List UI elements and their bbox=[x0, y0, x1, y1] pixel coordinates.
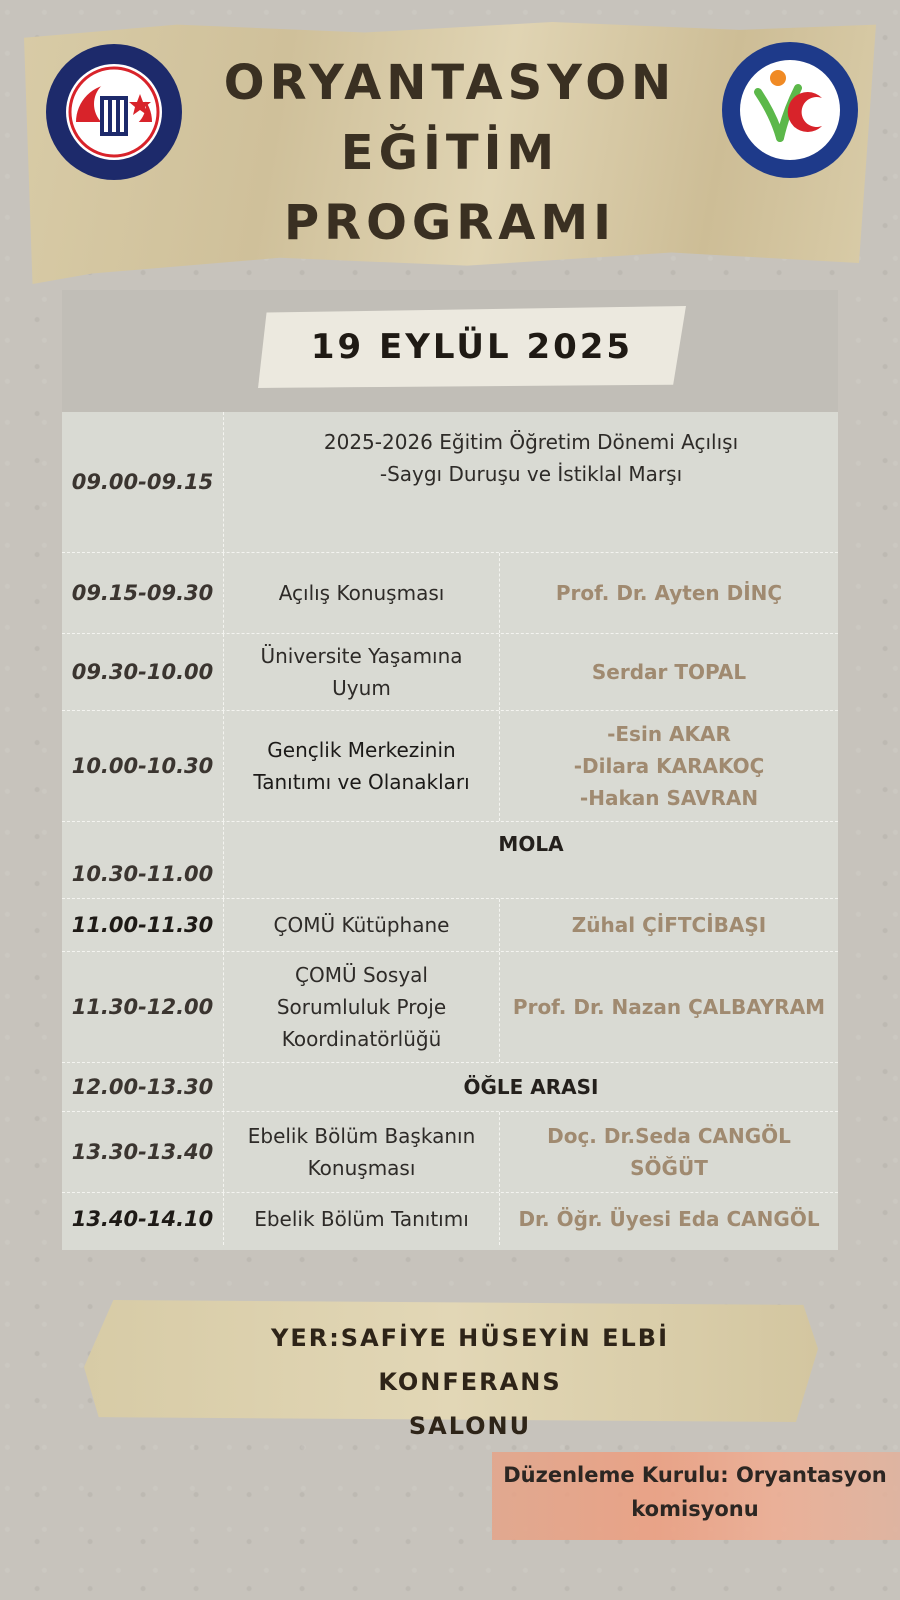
speaker-cell: Doç. Dr.Seda CANGÖL SÖĞÜT bbox=[547, 1124, 791, 1180]
speaker-cell: Prof. Dr. Ayten DİNÇ bbox=[555, 581, 783, 605]
time-cell: 11.00-11.30 bbox=[62, 899, 224, 951]
topic-cell: ÇOMÜ Sosyal Sorumluluk Proje Koordinatörlüğü bbox=[224, 952, 500, 1062]
time-cell: 10.00-10.30 bbox=[62, 711, 224, 821]
time-cell: 11.30-12.00 bbox=[62, 952, 224, 1062]
table-row bbox=[62, 822, 838, 899]
table-row bbox=[62, 952, 838, 1063]
speaker-cell: Zühal ÇİFTCİBAŞI bbox=[571, 913, 767, 937]
title-line: PROGRAMI bbox=[283, 195, 617, 251]
time-cell: 13.40-14.10 bbox=[62, 1193, 224, 1245]
time-cell: 13.30-13.40 bbox=[62, 1112, 224, 1192]
speaker-cell: Dr. Öğr. Üyesi Eda CANGÖL bbox=[518, 1207, 820, 1231]
topic-cell: ÇOMÜ Kütüphane bbox=[224, 899, 500, 951]
schedule-table bbox=[62, 412, 838, 1245]
time-cell: 09.00-09.15 bbox=[62, 412, 224, 552]
speaker-cell: -Esin AKAR -Dilara KARAKOÇ -Hakan SAVRAN bbox=[573, 722, 765, 810]
event-location: YER:SAFİYE HÜSEYİN ELBİ KONFERANS SALONU bbox=[270, 1324, 670, 1440]
table-row bbox=[62, 1193, 838, 1245]
title-line: ORYANTASYON bbox=[223, 55, 677, 111]
event-date: 19 EYLÜL 2025 bbox=[310, 327, 634, 367]
topic-cell: 2025-2026 Eğitim Öğretim Dönemi Açılışı -Saygı Duruşu ve İstiklal Marşı bbox=[323, 430, 739, 486]
title-line: EĞİTİM bbox=[340, 125, 560, 181]
time-cell: 09.30-10.00 bbox=[62, 634, 224, 710]
page-title bbox=[150, 48, 750, 258]
table-row bbox=[62, 899, 838, 952]
time-cell: 10.30-11.00 bbox=[62, 822, 224, 898]
table-row bbox=[62, 553, 838, 634]
time-cell: 12.00-13.30 bbox=[62, 1063, 224, 1111]
break-label: ÖĞLE ARASI bbox=[463, 1075, 599, 1099]
topic-cell: Gençlik Merkezinin Tanıtımı ve Olanakları bbox=[224, 711, 500, 821]
topic-cell: Açılış Konuşması bbox=[224, 553, 500, 633]
topic-cell: Ebelik Bölüm Tanıtımı bbox=[224, 1193, 500, 1245]
break-label: MOLA bbox=[498, 832, 564, 856]
topic-cell: Ebelik Bölüm Başkanın Konuşması bbox=[224, 1112, 500, 1192]
speaker-cell: Prof. Dr. Nazan ÇALBAYRAM bbox=[512, 995, 826, 1019]
table-row bbox=[62, 412, 838, 553]
table-row bbox=[62, 634, 838, 711]
speaker-cell: Serdar TOPAL bbox=[591, 660, 747, 684]
organizer-note: Düzenleme Kurulu: Oryantasyon komisyonu bbox=[503, 1463, 887, 1521]
time-cell: 09.15-09.30 bbox=[62, 553, 224, 633]
table-row bbox=[62, 1063, 838, 1112]
table-row bbox=[62, 711, 838, 822]
topic-cell: Üniversite Yaşamına Uyum bbox=[224, 634, 500, 710]
table-row bbox=[62, 1112, 838, 1193]
